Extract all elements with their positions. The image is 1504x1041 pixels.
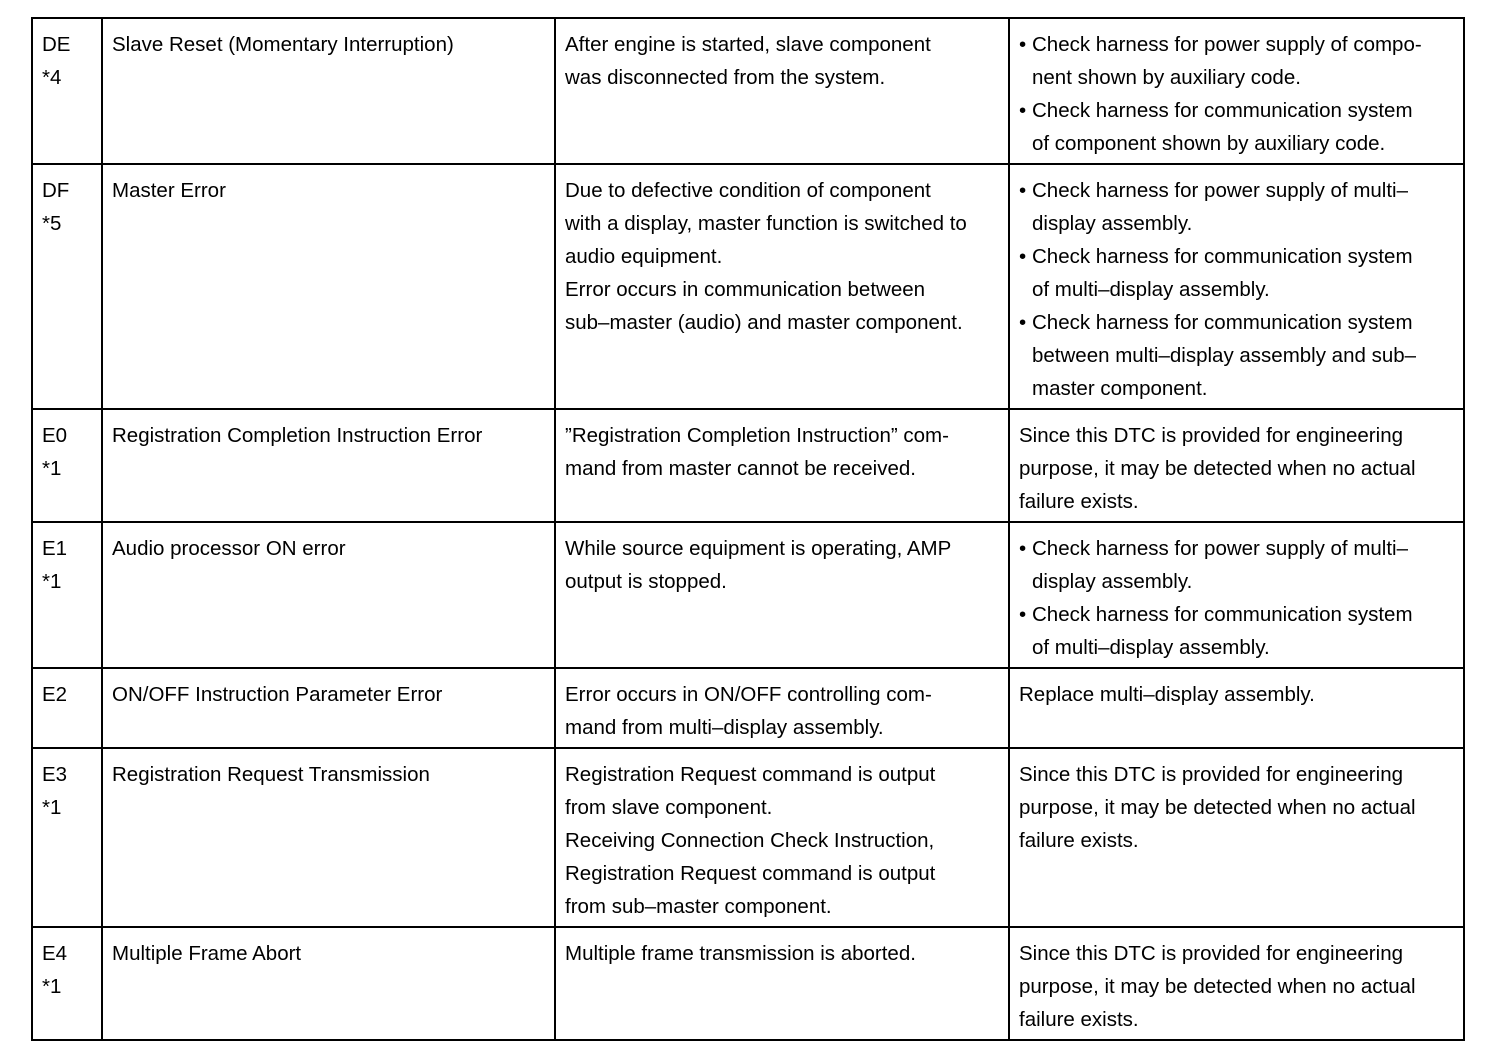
condition-line: from slave component. (565, 796, 773, 819)
detection-item: Audio processor ON error (112, 537, 346, 560)
action-line: • Check harness for communication system (1032, 245, 1413, 268)
dtc-code: E4 (42, 942, 68, 965)
dtc-footnote-ref: *1 (42, 570, 62, 593)
condition-line: audio equipment. (565, 245, 723, 268)
action-line: purpose, it may be detected when no actual (1019, 796, 1416, 819)
action-line: • Check harness for power supply of multi– (1032, 537, 1409, 560)
dtc-code: DF (42, 179, 70, 202)
trouble-area-cell (555, 522, 1009, 668)
action-line: • Check harness for communication system (1032, 311, 1413, 334)
inspection-cell (1009, 18, 1464, 164)
inspection-cell (1009, 164, 1464, 409)
condition-line: with a display, master function is switched to (565, 212, 967, 235)
detection-item-cell (102, 927, 555, 1040)
dtc-table-body (32, 18, 1464, 1040)
action-line: Since this DTC is provided for engineering (1019, 424, 1403, 447)
condition-line: Error occurs in ON/OFF controlling com- (565, 683, 932, 706)
dtc-code-cell (32, 668, 102, 748)
condition-line: ”Registration Completion Instruction” com- (565, 424, 949, 447)
table-row (32, 409, 1464, 522)
dtc-footnote-ref: *4 (42, 66, 62, 89)
detection-item-cell (102, 522, 555, 668)
condition-line: Multiple frame transmission is aborted. (565, 942, 916, 965)
action-bullet-item (1019, 28, 1454, 94)
action-line: Since this DTC is provided for engineering (1019, 942, 1403, 965)
action-line: purpose, it may be detected when no actual (1019, 457, 1416, 480)
inspection-cell (1009, 748, 1464, 927)
action-line: • Check harness for power supply of multi– (1032, 179, 1409, 202)
dtc-code: DE (42, 33, 71, 56)
detection-item-cell (102, 748, 555, 927)
dtc-code: E3 (42, 763, 68, 786)
action-line: Replace multi–display assembly. (1019, 683, 1315, 706)
condition-line: Receiving Connection Check Instruction, (565, 829, 935, 852)
condition-line: Registration Request command is output (565, 862, 936, 885)
action-line: • Check harness for communication system (1032, 99, 1413, 122)
inspection-cell (1009, 409, 1464, 522)
trouble-area-cell (555, 927, 1009, 1040)
dtc-table (31, 17, 1465, 1041)
detection-item-cell (102, 409, 555, 522)
condition-line: was disconnected from the system. (565, 66, 886, 89)
condition-line: mand from master cannot be received. (565, 457, 916, 480)
action-line: of multi–display assembly. (1032, 636, 1270, 659)
action-bullet-item (1019, 240, 1454, 306)
detection-item: Registration Request Transmission (112, 763, 430, 786)
action-line: master component. (1032, 377, 1208, 400)
dtc-code-cell (32, 409, 102, 522)
dtc-code: E2 (42, 683, 68, 706)
action-line: of multi–display assembly. (1032, 278, 1270, 301)
trouble-area-cell (555, 18, 1009, 164)
dtc-footnote-ref: *5 (42, 212, 62, 235)
action-line: purpose, it may be detected when no actual (1019, 975, 1416, 998)
dtc-code-cell (32, 18, 102, 164)
condition-line: Registration Request command is output (565, 763, 936, 786)
action-bullet-item (1019, 174, 1454, 240)
dtc-code-cell (32, 164, 102, 409)
table-row (32, 164, 1464, 409)
dtc-code-cell (32, 748, 102, 927)
action-bullet-item (1019, 306, 1454, 405)
action-bullet-item (1019, 532, 1454, 598)
trouble-area-cell (555, 748, 1009, 927)
condition-line: from sub–master component. (565, 895, 832, 918)
action-line: • Check harness for communication system (1032, 603, 1413, 626)
action-line: • Check harness for power supply of compo- (1032, 33, 1422, 56)
condition-line: mand from multi–display assembly. (565, 716, 884, 739)
condition-line: After engine is started, slave component (565, 33, 931, 56)
action-line: failure exists. (1019, 829, 1139, 852)
detection-item: Registration Completion Instruction Error (112, 424, 483, 447)
dtc-code-cell (32, 927, 102, 1040)
detection-item-cell (102, 164, 555, 409)
condition-line: output is stopped. (565, 570, 727, 593)
action-line: failure exists. (1019, 1008, 1139, 1031)
action-line: Since this DTC is provided for engineering (1019, 763, 1403, 786)
dtc-code-cell (32, 522, 102, 668)
table-row (32, 668, 1464, 748)
condition-line: Error occurs in communication between (565, 278, 926, 301)
condition-line: While source equipment is operating, AMP (565, 537, 952, 560)
trouble-area-cell (555, 164, 1009, 409)
inspection-cell (1009, 927, 1464, 1040)
inspection-cell (1009, 522, 1464, 668)
trouble-area-cell (555, 409, 1009, 522)
detection-item: Slave Reset (Momentary Interruption) (112, 33, 454, 56)
detection-item: Multiple Frame Abort (112, 942, 302, 965)
table-row (32, 18, 1464, 164)
trouble-area-cell (555, 668, 1009, 748)
dtc-footnote-ref: *1 (42, 457, 62, 480)
detection-item: ON/OFF Instruction Parameter Error (112, 683, 443, 706)
action-line: display assembly. (1032, 212, 1193, 235)
detection-item-cell (102, 668, 555, 748)
table-row (32, 748, 1464, 927)
action-bullet-item (1019, 598, 1454, 664)
dtc-code: E1 (42, 537, 68, 560)
dtc-code: E0 (42, 424, 68, 447)
dtc-footnote-ref: *1 (42, 975, 62, 998)
inspection-cell (1009, 668, 1464, 748)
condition-line: Due to defective condition of component (565, 179, 931, 202)
condition-line: sub–master (audio) and master component. (565, 311, 963, 334)
detection-item: Master Error (112, 179, 226, 202)
action-line: between multi–display assembly and sub– (1032, 344, 1417, 367)
dtc-footnote-ref: *1 (42, 796, 62, 819)
action-line: display assembly. (1032, 570, 1193, 593)
action-line: failure exists. (1019, 490, 1139, 513)
detection-item-cell (102, 18, 555, 164)
action-line: nent shown by auxiliary code. (1032, 66, 1301, 89)
action-line: of component shown by auxiliary code. (1032, 132, 1386, 155)
table-row (32, 927, 1464, 1040)
table-row (32, 522, 1464, 668)
action-bullet-item (1019, 94, 1454, 160)
